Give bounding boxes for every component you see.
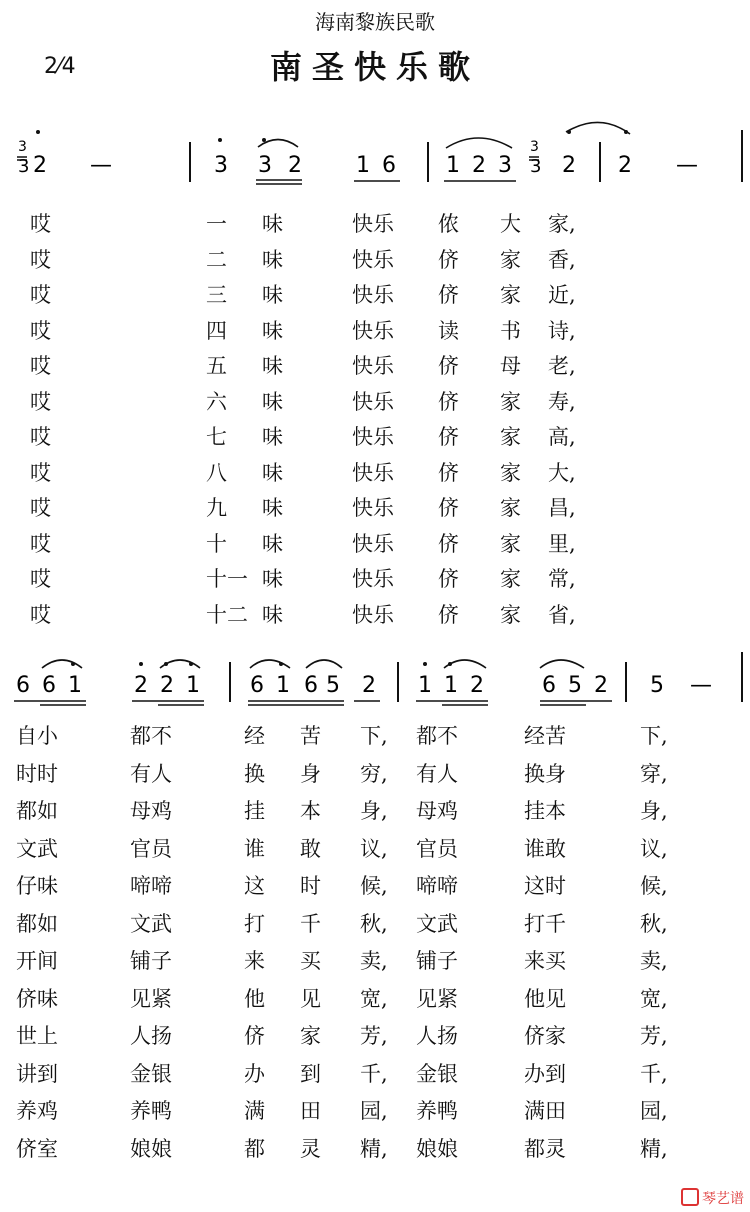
note: 2 [470,673,484,698]
lyric-cell: 哎 [30,496,51,520]
lyric-cell: 侪室 [16,1136,58,1161]
lyric-cell: 候, [640,874,668,898]
lyric-cell: 母鸡 [416,799,458,823]
lyric-cell: 铺子 [416,949,458,973]
lyric-row [0,908,750,944]
lyric-row [0,720,750,756]
lyric-cell: 哎 [30,389,51,414]
lyric-cell: 味 [262,389,283,414]
lyrics-block-2 [0,720,750,1180]
lyric-cell: 打千 [524,911,566,936]
lyric-cell: 侪 [438,531,459,556]
lyric-cell: 开间 [16,949,58,973]
lyric-cell: 味 [262,425,283,449]
lyric-cell: 下, [360,724,388,748]
note: 6 [542,673,556,698]
lyric-cell: 娘娘 [416,1136,458,1161]
lyric-cell: 八 [206,460,227,485]
lyric-cell: 候, [360,874,388,898]
lyric-cell: 家 [500,247,521,272]
lyric-cell: 卖, [640,949,668,973]
grace-note: 3 [18,139,27,155]
logo-icon [681,1188,699,1206]
lyric-cell: 换身 [524,761,566,786]
lyric-cell: 千, [360,1061,388,1086]
lyric-cell: 七 [206,425,227,449]
lyric-cell: 快乐 [352,425,394,449]
lyric-cell: 哎 [30,283,51,307]
lyric-cell: 都不 [416,724,458,748]
note: 2 [288,153,302,178]
note: 6 [42,673,56,698]
lyric-cell: 文武 [16,836,58,861]
lyric-cell: 办到 [524,1061,566,1086]
lyric-cell: 千 [300,911,321,936]
lyric-cell: 身, [360,799,388,823]
lyric-cell: 快乐 [352,283,394,307]
lyric-cell: 侪 [438,354,459,378]
lyric-cell: 哎 [30,318,51,343]
lyric-cell: 本 [300,799,321,823]
lyric-cell: 秋, [640,911,668,936]
lyric-cell: 六 [206,389,227,414]
note: 1 [418,673,432,698]
note: 1 [276,673,290,698]
lyric-cell: 都 [244,1136,265,1161]
note: 2 [134,673,148,698]
lyric-cell: 这时 [524,874,566,898]
lyric-cell: 满 [244,1099,265,1123]
lyric-cell: 卖, [360,949,388,973]
note: 1 [356,153,370,178]
lyric-cell: 近, [548,283,576,307]
lyric-cell: 官员 [130,836,172,861]
lyric-cell: 侪 [438,602,459,627]
lyric-cell: 见 [300,986,321,1011]
song-subtitle: 海南黎族民歌 [315,10,435,34]
lyric-cell: 侪 [244,1024,265,1048]
lyric-cell: 官员 [416,836,458,861]
lyric-cell: 快乐 [352,318,394,343]
lyric-row [0,870,750,906]
lyric-cell: 家, [548,212,576,236]
lyric-cell: 哎 [30,354,51,378]
lyric-cell: 养鸭 [130,1099,172,1123]
note: 2 [594,673,608,698]
lyric-cell: 大, [548,460,576,485]
lyric-cell: 哎 [30,531,51,556]
lyric-cell: 挂本 [524,799,566,823]
lyric-cell: 身 [300,761,321,786]
lyric-cell: 寿, [548,389,576,414]
lyric-cell: 二 [206,247,227,272]
lyric-cell: 四 [206,318,227,343]
lyric-cell: 都灵 [524,1136,566,1161]
note: 2 [160,673,174,698]
lyric-cell: 到 [300,1061,321,1086]
lyric-cell: 读 [438,318,459,343]
lyric-cell: 家 [300,1024,321,1048]
lyric-cell: 这 [244,874,265,898]
lyric-cell: 味 [262,460,283,485]
lyric-cell: 有人 [416,761,458,786]
lyric-cell: 啼啼 [416,874,458,898]
lyric-cell: 家 [500,496,521,520]
time-signature: 2⁄4 [44,54,76,79]
lyric-cell: 身, [640,799,668,823]
note: 2 [562,153,576,178]
lyric-cell: 议, [360,836,388,861]
lyric-cell: 文武 [416,911,458,936]
lyric-cell: 侪 [438,389,459,414]
lyric-cell: 家 [500,389,521,414]
lyric-cell: 侪 [438,283,459,307]
note: 5 [326,673,340,698]
lyric-cell: 家 [500,531,521,556]
lyric-cell: 味 [262,318,283,343]
lyric-row [0,758,750,794]
lyric-row [0,1058,750,1094]
lyric-cell: 诗, [548,318,576,343]
lyric-cell: 十一 [206,567,248,591]
lyric-cell: 快乐 [352,354,394,378]
lyric-cell: 买 [300,949,321,973]
lyric-cell: 园, [640,1099,668,1123]
lyric-cell: 时时 [16,761,58,786]
lyric-cell: 满田 [524,1099,566,1123]
lyric-cell: 宽, [640,986,668,1011]
lyric-cell: 五 [206,354,227,378]
lyric-cell: 快乐 [352,567,394,591]
lyric-cell: 侪味 [16,986,58,1011]
note: 3 [214,153,228,178]
lyric-cell: 侪家 [524,1024,566,1048]
lyric-cell: 他见 [524,986,566,1011]
lyric-cell: 园, [360,1099,388,1123]
lyric-row [0,945,750,981]
lyric-cell: 芳, [640,1024,668,1048]
lyric-cell: 侬 [438,212,459,236]
lyric-cell: 金银 [416,1061,458,1086]
lyric-cell: 味 [262,602,283,627]
lyric-cell: 下, [640,724,668,748]
lyric-cell: 快乐 [352,531,394,556]
lyric-row [0,983,750,1019]
lyric-cell: 母鸡 [130,799,172,823]
lyric-cell: 味 [262,212,283,236]
lyric-cell: 常, [548,567,576,591]
note: 1 [444,673,458,698]
lyric-cell: 三 [206,283,227,307]
lyric-cell: 谁敢 [524,836,566,861]
lyric-cell: 大 [500,212,521,236]
lyric-cell: 时 [300,874,321,898]
lyric-cell: 一 [206,212,227,236]
lyric-cell: 娘娘 [130,1136,172,1161]
lyric-cell: 十 [206,531,227,556]
lyric-cell: 老, [548,354,576,378]
note: 2 [362,673,376,698]
lyric-cell: 仔味 [16,874,58,898]
lyric-cell: 有人 [130,761,172,786]
lyric-cell: 家 [500,567,521,591]
lyric-cell: 味 [262,283,283,307]
lyric-cell: 田 [300,1099,321,1123]
lyric-cell: 打 [244,911,265,936]
lyric-cell: 哎 [30,567,51,591]
note: 3 [498,153,512,178]
note: 5 [650,673,664,698]
lyric-cell: 快乐 [352,247,394,272]
lyric-cell: 快乐 [352,460,394,485]
note-dash: — [690,673,712,698]
lyric-cell: 母 [500,354,521,378]
lyric-cell: 精, [640,1136,668,1161]
lyric-row [0,795,750,831]
lyric-cell: 味 [262,567,283,591]
lyric-cell: 他 [244,986,265,1011]
lyric-cell: 挂 [244,799,265,823]
note-dash: — [676,153,698,178]
lyric-cell: 精, [360,1136,388,1161]
lyric-cell: 哎 [30,425,51,449]
lyric-cell: 自小 [16,724,58,748]
note: 3 [530,156,542,177]
lyric-cell: 金银 [130,1061,172,1086]
lyric-cell: 味 [262,354,283,378]
lyric-cell: 家 [500,460,521,485]
note: 1 [446,153,460,178]
lyric-cell: 千, [640,1061,668,1086]
lyric-cell: 铺子 [130,949,172,973]
lyric-cell: 穷, [360,761,388,786]
lyric-cell: 养鸭 [416,1099,458,1123]
note: 3 [18,156,30,177]
lyric-cell: 十二 [206,602,248,627]
watermark [681,1188,744,1208]
note: 6 [304,673,318,698]
watermark-text: 琴艺谱 [702,1191,744,1207]
lyric-cell: 省, [548,602,576,627]
lyric-cell: 芳, [360,1024,388,1048]
note: 1 [186,673,200,698]
note: 6 [16,673,30,698]
lyric-cell: 来 [244,949,265,973]
lyric-cell: 文武 [130,911,172,936]
lyric-cell: 味 [262,531,283,556]
lyric-cell: 家 [500,425,521,449]
lyric-cell: 哎 [30,602,51,627]
lyric-cell: 办 [244,1061,265,1086]
lyric-cell: 啼啼 [130,874,172,898]
lyric-cell: 侪 [438,425,459,449]
lyric-cell: 侪 [438,496,459,520]
lyric-cell: 灵 [300,1136,321,1161]
lyric-cell: 人扬 [416,1024,458,1048]
lyric-cell: 九 [206,496,227,520]
note: 1 [68,673,82,698]
lyric-cell: 昌, [548,496,576,520]
lyric-cell: 来买 [524,949,566,973]
note: 3 [258,153,272,178]
lyric-cell: 味 [262,247,283,272]
lyric-cell: 侪 [438,567,459,591]
lyric-cell: 里, [548,531,576,556]
lyric-cell: 高, [548,425,576,449]
lyric-cell: 见紧 [130,986,172,1011]
lyric-cell: 换 [244,761,265,786]
lyric-cell: 经 [244,724,265,748]
note: 6 [250,673,264,698]
lyric-cell: 侪 [438,247,459,272]
lyric-cell: 家 [500,283,521,307]
lyric-row [0,1095,750,1131]
lyric-cell: 养鸡 [16,1099,58,1123]
lyric-cell: 秋, [360,911,388,936]
lyric-cell: 穿, [640,761,668,786]
lyric-cell: 快乐 [352,389,394,414]
lyric-cell: 讲到 [16,1061,58,1086]
lyric-cell: 哎 [30,460,51,485]
note: 2 [33,153,47,178]
lyric-cell: 苦 [300,724,321,748]
lyric-cell: 香, [548,247,576,272]
lyric-cell: 人扬 [130,1024,172,1048]
note: 2 [472,153,486,178]
lyric-row [0,833,750,869]
lyric-cell: 谁 [244,836,265,861]
lyric-row [0,1133,750,1169]
lyric-cell: 书 [500,318,521,343]
lyric-row [0,1020,750,1056]
lyric-cell: 味 [262,496,283,520]
note: 6 [382,153,396,178]
lyric-cell: 侪 [438,460,459,485]
lyric-cell: 敢 [300,836,321,861]
lyric-cell: 世上 [16,1024,58,1048]
lyric-cell: 哎 [30,247,51,272]
lyric-cell: 经苦 [524,724,566,748]
lyric-cell: 议, [640,836,668,861]
lyric-cell: 快乐 [352,212,394,236]
lyric-cell: 见紧 [416,986,458,1011]
song-title: 南圣快乐歌 [269,48,480,86]
lyric-cell: 快乐 [352,496,394,520]
lyric-cell: 都如 [16,911,58,936]
lyric-cell: 都如 [16,799,58,823]
note: 2 [618,153,632,178]
lyric-cell: 哎 [30,212,51,236]
note-dash: — [90,153,112,178]
lyric-cell: 宽, [360,986,388,1011]
lyric-cell: 都不 [130,724,172,748]
lyric-cell: 快乐 [352,602,394,627]
note: 5 [568,673,582,698]
grace-note: 3 [530,139,539,155]
lyric-cell: 家 [500,602,521,627]
